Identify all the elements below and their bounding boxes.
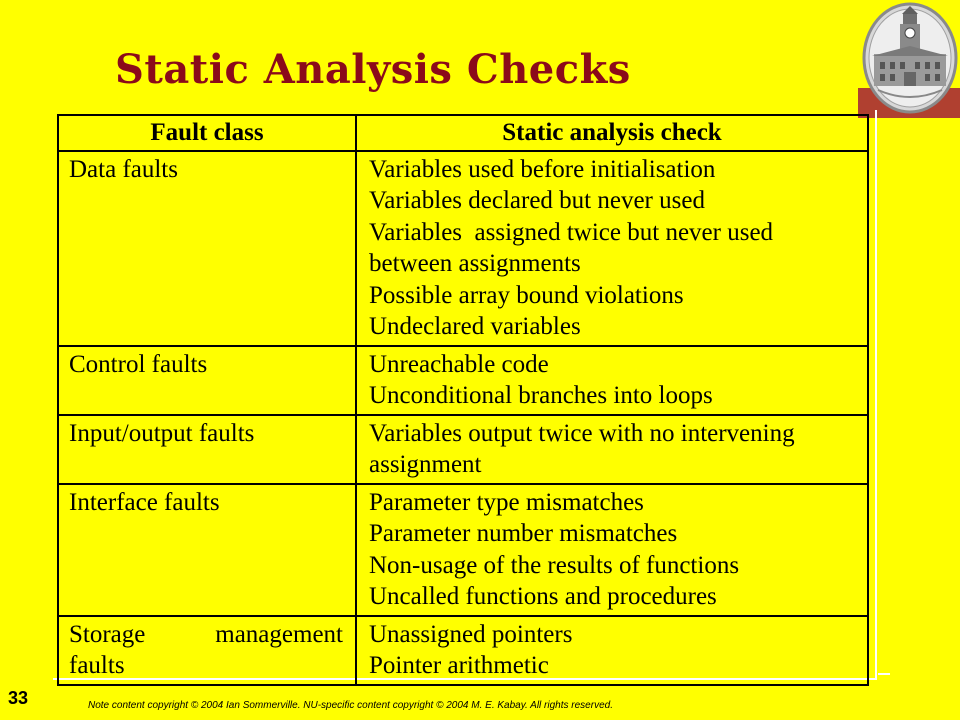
copyright-footer: Note content copyright © 2004 Ian Sommerville. NU-specific content copyright © 2004 M. E. Kabay. All rights reserved.	[88, 700, 613, 711]
table-row-interface-faults	[59, 485, 869, 617]
check-item: Undeclared variables	[369, 313, 581, 340]
check-item: Variables assigned twice but never used	[369, 218, 774, 246]
check-item: between assignments	[369, 250, 581, 277]
slide-title: Static Analysis Checks	[115, 46, 631, 93]
table-row-data-faults	[59, 152, 869, 347]
decorative-dash	[878, 673, 890, 675]
checks-cell	[357, 152, 869, 347]
check-item: Uncalled functions and procedures	[369, 583, 717, 610]
check-item: Parameter type mismatches	[369, 488, 644, 516]
check-item: Possible array bound violations	[369, 281, 684, 309]
table-header-row	[59, 116, 869, 152]
university-logo	[858, 0, 960, 118]
fault-class-line: faults	[69, 652, 125, 679]
table-row-storage-faults	[59, 617, 869, 686]
checks-cell	[357, 617, 869, 686]
check-item: Pointer arithmetic	[369, 652, 549, 679]
check-item: Non-usage of the results of functions	[369, 551, 740, 579]
table-row-io-faults	[59, 416, 869, 485]
fault-class-cell: Interface faults	[59, 485, 357, 617]
check-item: Parameter number mismatches	[369, 520, 678, 547]
checks-cell	[357, 347, 869, 416]
header-fault-class: Fault class	[59, 116, 357, 152]
check-item: Unconditional branches into loops	[369, 382, 713, 409]
static-analysis-table	[57, 114, 869, 686]
check-item: Variables used before initialisation	[369, 155, 716, 183]
fault-class-cell	[59, 617, 357, 686]
check-item: Variables declared but never used	[369, 187, 705, 214]
fault-class-cell: Control faults	[59, 347, 357, 416]
check-item: Unreachable code	[369, 350, 549, 378]
check-item: Variables output twice with no intervening	[369, 419, 795, 447]
checks-table-frame	[53, 110, 877, 680]
checks-cell	[357, 416, 869, 485]
check-item: assignment	[369, 451, 482, 478]
fault-class-word: Storage	[69, 620, 146, 648]
slide-number: 33	[8, 688, 29, 708]
fault-class-cell: Data faults	[59, 152, 357, 347]
fault-class-word: management	[215, 620, 343, 648]
checks-cell	[357, 485, 869, 617]
clocktower-icon	[858, 0, 960, 118]
fault-class-cell: Input/output faults	[59, 416, 357, 485]
header-static-analysis-check: Static analysis check	[357, 116, 869, 152]
fault-class-line	[69, 619, 343, 651]
check-item: Unassigned pointers	[369, 620, 573, 648]
table-row-control-faults	[59, 347, 869, 416]
